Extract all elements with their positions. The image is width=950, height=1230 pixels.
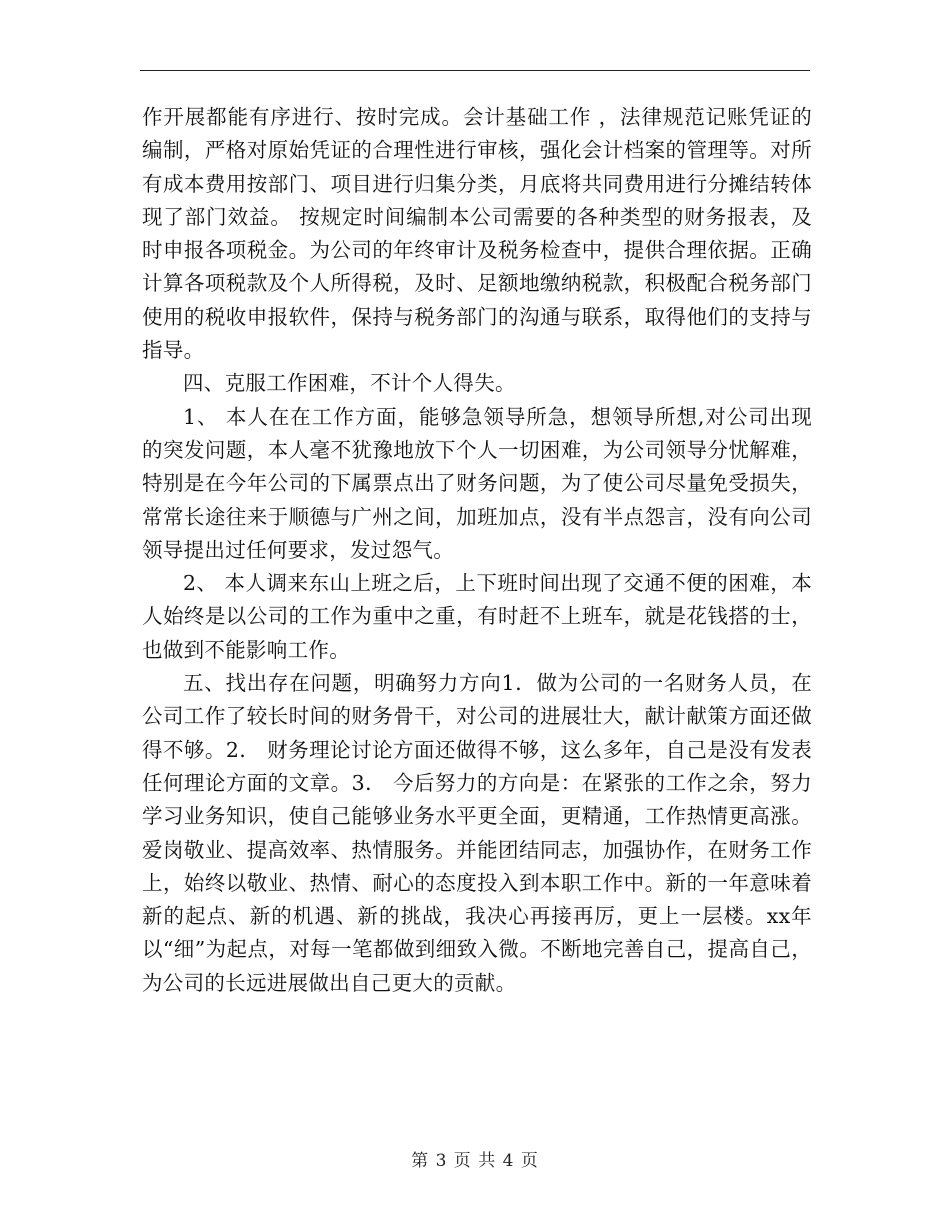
header-divider — [140, 70, 810, 71]
paragraph-point-2: 2、 本人调来东山上班之后，上下班时间出现了交通不便的困难，本人始终是以公司的工作为重中之重，有时赶不上班车，就是花钱搭的士，也做到不能影响工作。 — [142, 571, 812, 662]
footer-middle: 页 共 — [453, 1151, 497, 1171]
footer-total-pages: 4 — [502, 1151, 515, 1171]
paragraph-accounting-work: 作开展都能有序进行、按时完成。会计基础工作 ，法律规范记账凭证的编制，严格对原始凭证的合理性进行审核，强化会计档案的管理等。对所有成本费用按部门、项目进行归集分类，月底将共同费用进行分摊结转体现了部门效益。 按规定时间编制本公司需要的各种类型的财务报表，及时申报各项税金。为公司的年终审计及税务检查中，提供合理依据。正确计算各项税款及个人所得税，及时、足额地缴纳税款，积极配合税务部门使用的税收申报软件，保持与税务部门的沟通与联系，取得他们的支持与指导。 — [142, 105, 812, 363]
footer-page-number: 3 — [435, 1151, 448, 1171]
section-heading-overcome-difficulties: 四、克服工作困难，不计个人得失。 — [183, 371, 516, 396]
footer-suffix: 页 — [520, 1151, 539, 1171]
footer-prefix: 第 — [411, 1151, 430, 1171]
document-body — [142, 101, 812, 1000]
page-footer — [0, 1146, 950, 1171]
paragraph-problems-and-direction: 五、找出存在问题，明确努力方向1．做为公司的一名财务人员，在公司工作了较长时间的财务骨干，对公司的进展壮大，献计献策方面还做得不够。2． 财务理论讨论方面还做得不够，这么多年，自己是没有发表任何理论方面的文章。3． 今后努力的方向是：在紧张的工作之余，努力学习业务知识，使自己能够业务水平更全面，更精通，工作热情更高涨。爱岗敬业、提高效率、热情服务。并能团结同志，加强协作，在财务工作上，始终以敬业、热情、耐心的态度投入到本职工作中。新的一年意味着新的起点、新的机遇、新的挑战，我决心再接再厉，更上一层楼。xx年以“细”为起点，对每一笔都做到细致入微。不断地完善自己，提高自己，为公司的长远进展做出自己更大的贡献。 — [142, 671, 812, 995]
paragraph-point-1: 1、 本人在在工作方面，能够急领导所急，想领导所想,对公司出现的突发问题，本人毫不犹豫地放下个人一切困难，为公司领导分忧解难，特别是在今年公司的下属票点出了财务问题，为了使公司尽量免受损失，常常长途往来于顺德与广州之间，加班加点，没有半点怨言，没有向公司领导提出过任何要求，发过怨气。 — [142, 404, 812, 562]
